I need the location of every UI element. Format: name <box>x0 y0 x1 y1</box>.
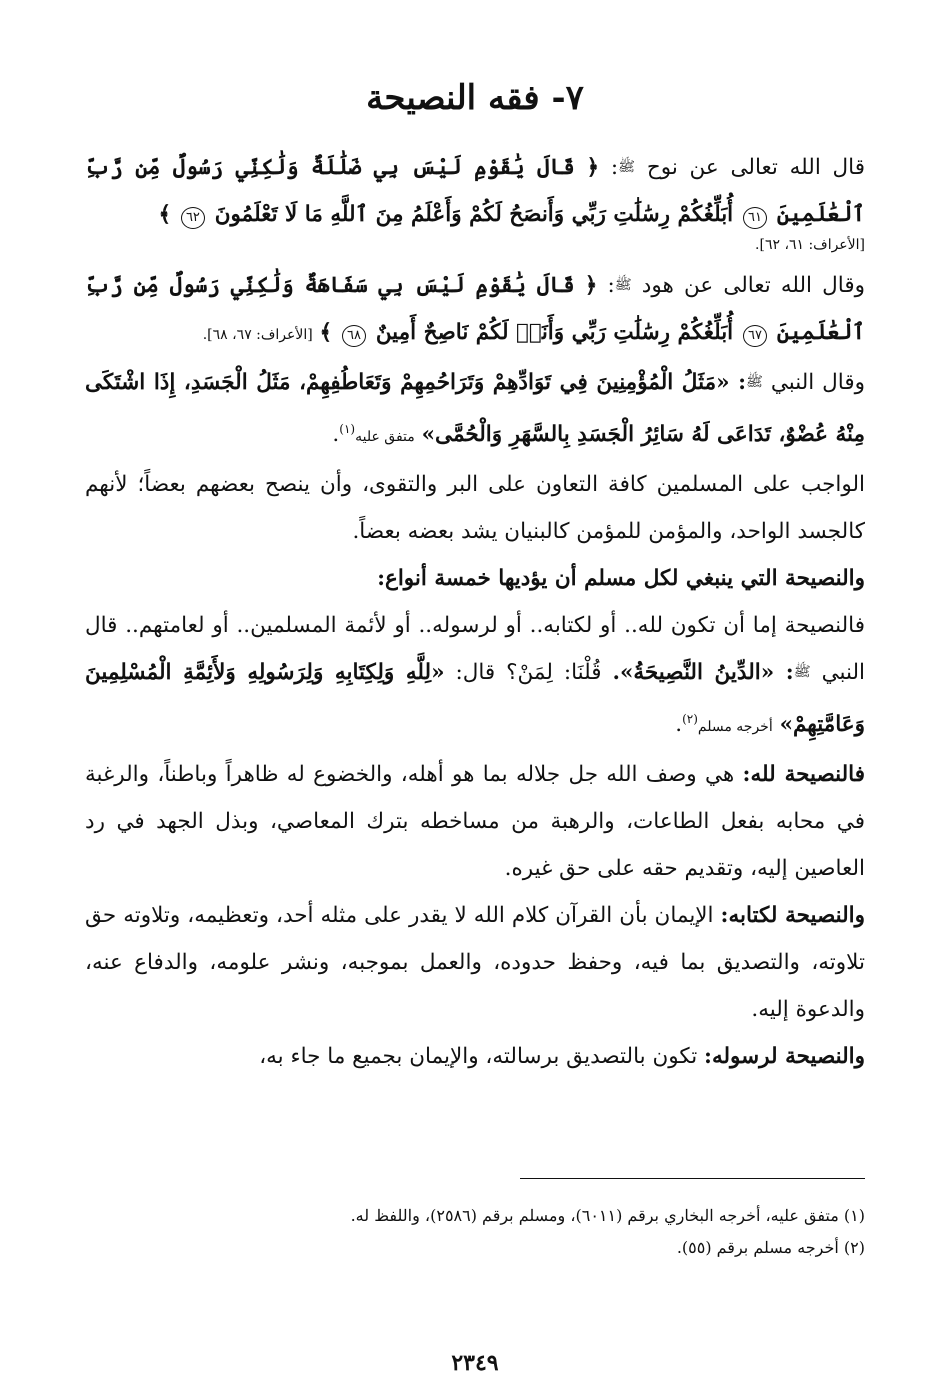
salutation-glyph: ﷺ <box>614 277 632 293</box>
paragraph-for-book <box>85 892 865 1033</box>
paragraph-hud: وقال الله تعالى عن هود $^ﷺ$: ﴿ قَالَ يَٰقَوْمِ لَيْسَ بِي سَفَاهَةٌ وَلَٰكِنِّي رَسُولٌ مِّن رَّبِّ ٱلْعَٰلَمِينَ ٦٧ أُبَلِّغُكُمْ رِسَٰلَٰتِ رَبِّي وَأَنَا۠ لَكُمْ نَاصِحٌ أَمِينٌ ٦٨ ﴾ [الأعراف: ٦٧، ٦٨]. <box>85 273 865 345</box>
hadith-text: : «الدِّينُ النَّصِيحَةُ». <box>612 660 794 686</box>
quran-bracket-open: ﴿ <box>586 155 600 180</box>
body-text: الإيمان بأن القرآن كلام الله لا يقدر على مثله أحد، وتعظيمه، وتلاوته حق تلاوته، والتصديق بما فيه، وحفظ حدوده، والعمل بموجبه، ونشر علومه، والدفاع عنه، والدعوة إليه. <box>85 903 865 1023</box>
hadith-text-answer: «لِلَّهِ وَلِكِتَابِهِ وَلِرَسُولِهِ وَلأَئِمَّةِ الْمُسْلِمِينَ وَعَامَّتِهِمْ» <box>85 660 865 738</box>
hadith-reference: أخرجه مسلم <box>697 719 773 736</box>
lead-heading: والنصيحة لرسوله: <box>704 1044 865 1070</box>
salutation-glyph: ﷺ <box>793 664 811 681</box>
intro-text: وقال النبي <box>770 370 865 395</box>
footnote-1: (١) متفق عليه، أخرجه البخاري برقم (٦٠١١)، ومسلم برقم (٢٥٨٦)، واللفظ له. <box>350 1206 865 1225</box>
footnote-2: (٢) أخرجه مسلم برقم (٥٥). <box>676 1238 865 1257</box>
quran-reference: [الأعراف: ٦٧، ٦٨]. <box>202 327 313 343</box>
hadith-reference: متفق عليه <box>355 429 415 446</box>
ayah-number-67: ٦٧ <box>743 325 767 347</box>
paragraph-nuh: قال الله تعالى عن نوح $^ﷺ$: ﴿ قَالَ يَٰقَوْمِ لَيْسَ بِي ضَلَٰلَةٌ وَلَٰكِنِّي رَسُولٌ مِّن رَّبِّ ٱلْعَٰلَمِينَ ٦١ أُبَلِّغُكُمْ رِسَٰلَٰتِ رَبِّي وَأَنصَحُ لَكُمْ وَأَعْلَمُ مِنَ ٱللَّهِ مَا لَا تَعْلَمُونَ ٦٢ ﴾ <box>85 155 866 227</box>
ayah-number-68: ٦٨ <box>342 325 366 347</box>
body-text: هي وصف الله جل جلاله بما هو أهله، والخضوع له ظاهراً وباطناً، والرغبة في محابه بفعل الطاعات، والرهبة من مساخطه بترك المعاصي، وبذل الجهد في رد العاصين إليه، وتقديم حقه على حق غيره. <box>85 762 865 882</box>
quran-bracket-close: ﴾ <box>319 320 333 345</box>
page-number: ٢٣٤٩ <box>451 1350 499 1376</box>
hadith-text: : «مَثَلُ الْمُؤْمِنِينَ فِي تَوَادِّهِمْ وَتَرَاحُمِهِمْ وَتَعَاطُفِهِمْ، مَثَلُ الْجَسَدِ، إِذَا اشْتَكَى مِنْهُ عُضْوٌ، تَدَاعَى لَهُ سَائِرُ الْجَسَدِ بِالسَّهَرِ وَالْحُمَّى» <box>85 370 865 448</box>
lead-heading: والنصيحة لكتابه: <box>720 903 866 929</box>
quran-bracket-open: ﴿ <box>584 273 598 298</box>
page-title: ٧- فقه النصيحة <box>366 78 584 118</box>
footnotes <box>85 1200 865 1264</box>
quran-reference: [الأعراف: ٦١، ٦٢]. <box>755 237 865 253</box>
paragraph-types: فالنصيحة إما أن تكون لله.. أو لكتابه.. أو لرسوله.. أو لأئمة المسلمين.. أو لعامتهم.. قال النبي $^ﷺ$: «الدِّينُ النَّصِيحَةُ». قُلْنَا: لِمَنْ؟ قال: «لِلَّهِ وَلِكِتَابِهِ وَلِرَسُولِهِ وَلأَئِمَّةِ الْمُسْلِمِينَ وَعَامَّتِهِمْ» أخرجه مسلم$^{(٢)}$. <box>85 613 866 738</box>
quran-verse-67: قَالَ يَٰقَوْمِ لَيْسَ بِي سَفَاهَةٌ وَلَٰكِنِّي رَسُولٌ مِّن رَّبِّ ٱلْعَٰلَمِينَ <box>85 273 865 345</box>
paragraph-five-types: والنصيحة التي ينبغي لكل مسلم أن يؤديها خمسة أنواع: <box>377 566 865 592</box>
page <box>85 60 866 1376</box>
paragraph-hadith-body: وقال النبي $^ﷺ$: «مَثَلُ الْمُؤْمِنِينَ فِي تَوَادِّهِمْ وَتَرَاحُمِهِمْ وَتَعَاطُفِهِمْ، مَثَلُ الْجَسَدِ، إِذَا اشْتَكَى مِنْهُ عُضْوٌ، تَدَاعَى لَهُ سَائِرُ الْجَسَدِ بِالسَّهَرِ وَالْحُمَّى» متفق عليه$^{(١)}$. <box>85 370 865 448</box>
paragraph-duty: الواجب على المسلمين كافة التعاون على البر والتقوى، وأن ينصح بعضهم بعضاً؛ لأنهم كالجسد الواحد، والمؤمن للمؤمن كالبنيان يشد بعضه بعضاً. <box>85 472 865 545</box>
quran-verse-62: أُبَلِّغُكُمْ رِسَٰلَٰتِ رَبِّي وَأَنصَحُ لَكُمْ وَأَعْلَمُ مِنَ ٱللَّهِ مَا لَا تَعْلَمُونَ <box>214 202 734 227</box>
quran-verse-68: أُبَلِّغُكُمْ رِسَٰلَٰتِ رَبِّي وَأَنَا۠ لَكُمْ نَاصِحٌ أَمِينٌ <box>375 320 734 345</box>
footnote-divider <box>520 1178 865 1179</box>
paragraph-for-messenger <box>85 1033 865 1080</box>
footnote-marker-1: (١) <box>339 422 356 436</box>
question-text: قُلْنَا: لِمَنْ؟ قال: <box>444 660 613 686</box>
quran-verse-61: قَالَ يَٰقَوْمِ لَيْسَ بِي ضَلَٰلَةٌ وَلَٰكِنِّي رَسُولٌ مِّن رَّبِّ ٱلْعَٰلَمِينَ <box>85 155 865 227</box>
footnote-marker-2: (٢) <box>682 712 698 727</box>
salutation-glyph: ﷺ <box>618 159 636 175</box>
quran-bracket-close: ﴾ <box>158 202 172 227</box>
paragraph-for-allah <box>85 751 865 892</box>
ayah-number-62: ٦٢ <box>181 207 205 229</box>
types-text: فالنصيحة إما أن تكون لله.. أو لكتابه.. أو لرسوله.. أو لأئمة المسلمين.. أو لعامتهم.. قال النبي <box>85 613 866 686</box>
lead-heading: فالنصيحة لله: <box>742 762 865 788</box>
salutation-glyph: ﷺ <box>746 374 763 390</box>
intro-text: قال الله تعالى عن نوح <box>646 155 866 180</box>
ayah-number-61: ٦١ <box>743 207 767 229</box>
body-text: تكون بالتصديق برسالته، والإيمان بجميع ما جاء به، <box>259 1044 705 1070</box>
intro-text: وقال الله تعالى عن هود <box>641 273 865 298</box>
